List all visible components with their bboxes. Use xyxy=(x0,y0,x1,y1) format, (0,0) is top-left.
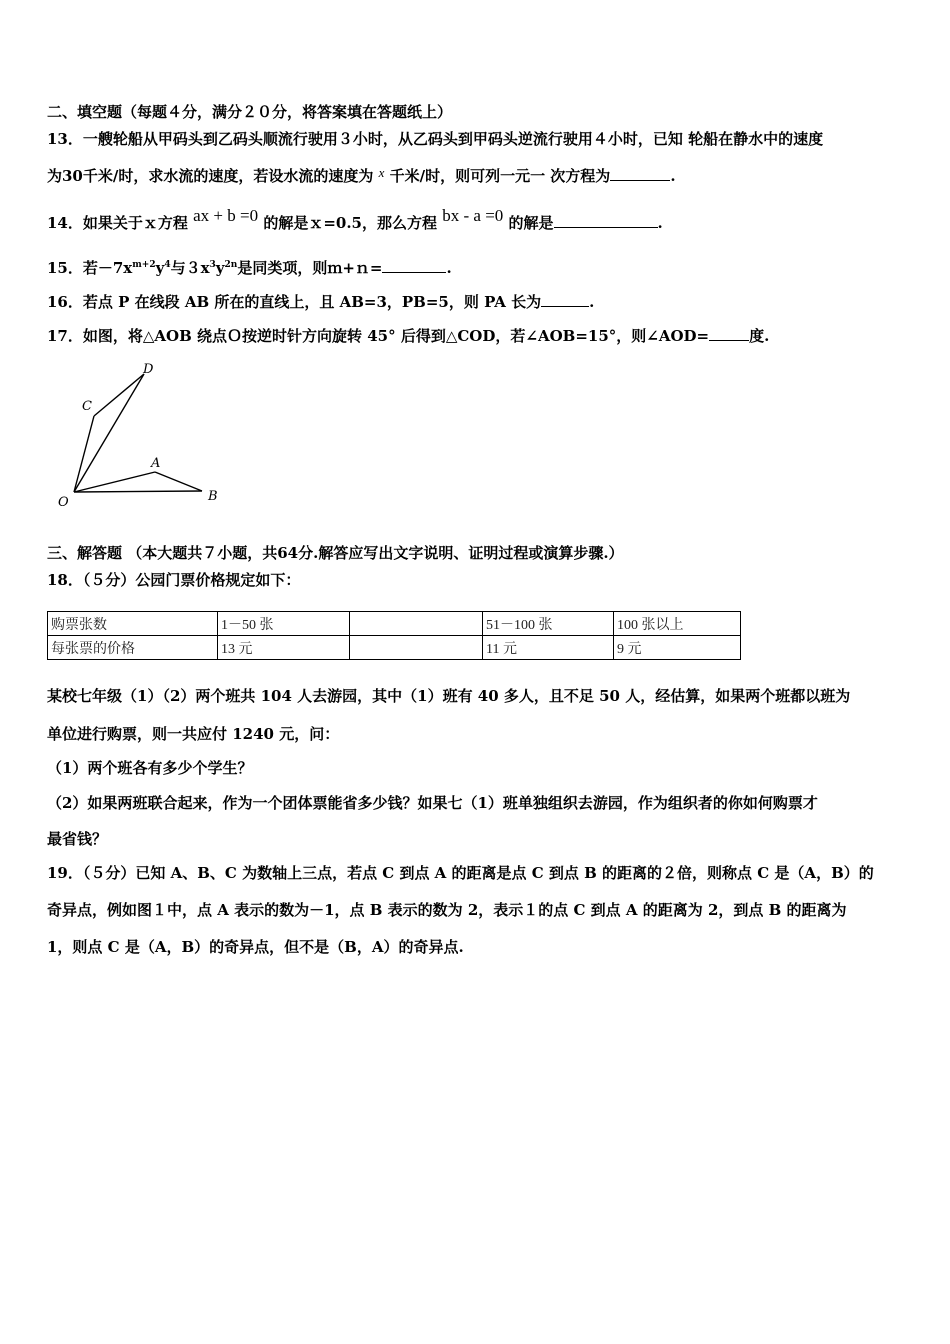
q15-text-c: 与３x xyxy=(170,259,210,277)
q15-answer-blank xyxy=(382,258,446,273)
q15-exp-2: 4 xyxy=(164,260,171,270)
section3-heading: 三、解答题 （本大题共７小题，共64分.解答应写出文字说明、证明过程或演算步骤.） xyxy=(47,544,624,562)
segment-ob xyxy=(74,491,202,492)
q13-line2 xyxy=(47,166,676,187)
q13-answer-blank xyxy=(610,166,670,181)
label-a: A xyxy=(151,456,161,471)
ticket-price-table xyxy=(47,611,741,660)
table-cell: 9 元 xyxy=(614,636,741,660)
q18-subquestion-2a: （2）如果两班联合起来，作为一个团体票能省多少钱？如果七（1）班单独组织去游园，作为组织者的你如何购票才 xyxy=(47,794,818,812)
q19-line-3: 1，则点 C 是（A，B）的奇异点，但不是（B，A）的奇异点. xyxy=(47,938,464,956)
table-cell xyxy=(350,636,483,660)
q18-subquestion-2b: 最省钱？ xyxy=(47,830,108,848)
table-row xyxy=(48,612,741,636)
table-cell: 1－50 张 xyxy=(218,612,350,636)
q14-equation-2: bx - a =0 xyxy=(442,206,504,225)
segment-oc xyxy=(74,416,94,492)
q14-text-c: 的解是 xyxy=(508,214,554,232)
q14-text-b: 的解是ｘ=0.5，那么方程 xyxy=(263,214,437,232)
label-o: O xyxy=(58,495,69,510)
table-cell: 11 元 xyxy=(483,636,614,660)
q16-line xyxy=(47,292,594,312)
q18-paragraph-1: 某校七年级（1）（2）两个班共 104 人去游园，其中（1）班有 40 多人，且不足 50 人，经估算，如果两个班都以班为 xyxy=(47,687,851,705)
label-c: C xyxy=(82,399,92,414)
q15-exp-3: 3 xyxy=(209,260,216,270)
q17-line xyxy=(47,326,769,346)
q15-exp-4: 2n xyxy=(224,260,238,270)
label-d: D xyxy=(143,362,154,377)
table-cell: 购票张数 xyxy=(48,612,218,636)
q14-text-a: 14．如果关于ｘ方程 xyxy=(47,214,188,232)
q13-text-a: 为30千米/时，求水流的速度，若设水流的速度为 xyxy=(47,167,374,185)
q15-text-b: y xyxy=(155,259,165,277)
table-cell xyxy=(350,612,483,636)
q18-intro: 18．（５分）公园门票价格规定如下： xyxy=(47,571,301,589)
table-cell: 13 元 xyxy=(218,636,350,660)
label-b: B xyxy=(208,489,218,504)
q15-text-d: y xyxy=(215,259,225,277)
q15-exp-1: m+2 xyxy=(132,260,156,270)
table-cell: 100 张以上 xyxy=(614,612,741,636)
q17-answer-blank xyxy=(709,326,749,341)
q13-text-b: 千米/时，则可列一元一 次方程为 xyxy=(389,167,611,185)
segment-od xyxy=(74,374,144,492)
q13-line1: 13．一艘轮船从甲码头到乙码头顺流行驶用３小时，从乙码头到甲码头逆流行驶用４小时，已知 轮船在静水中的速度 xyxy=(47,130,824,148)
q16-period: . xyxy=(589,293,595,311)
segment-cd xyxy=(94,374,144,416)
q17-end: 度. xyxy=(749,327,770,345)
q15-line xyxy=(47,258,452,278)
rotation-figure xyxy=(52,358,232,513)
q14-equation-1: ax + b =0 xyxy=(193,206,259,225)
q14-period: . xyxy=(657,214,663,232)
q13-period: . xyxy=(670,167,676,185)
section2-heading: 二、填空题（每题４分，满分２０分，将答案填在答题纸上） xyxy=(47,103,453,121)
q16-text: 16．若点 P 在线段 AB 所在的直线上，且 AB=3，PB=5，则 PA 长为 xyxy=(47,293,542,311)
q19-line-2: 奇异点，例如图１中，点 A 表示的数为－1，点 B 表示的数为 2，表示１的点 C 到点 A 的距离为 2，到点 B 的距离为 xyxy=(47,901,847,919)
table-cell: 每张票的价格 xyxy=(48,636,218,660)
table-cell: 51－100 张 xyxy=(483,612,614,636)
q14-answer-blank xyxy=(554,213,658,228)
q19-line-1: 19．（５分）已知 A、B、C 为数轴上三点，若点 C 到点 A 的距离是点 C 到点 B 的距离的２倍，则称点 C 是（A，B）的 xyxy=(47,864,874,882)
q13-variable: x xyxy=(378,165,385,180)
q15-text-a: 15．若－7x xyxy=(47,259,133,277)
table-row xyxy=(48,636,741,660)
q16-answer-blank xyxy=(541,292,589,307)
q14-line xyxy=(47,206,663,233)
q18-subquestion-1: （1）两个班各有多少个学生？ xyxy=(47,759,253,777)
segment-ab xyxy=(155,472,202,491)
q15-text-e: 是同类项，则ｍ+ｎ= xyxy=(237,259,383,277)
q15-period: . xyxy=(446,259,452,277)
q17-text: 17．如图，将△AOB 绕点Ｏ按逆时针方向旋转 45° 后得到△COD，若∠AOB=15°，则∠AOD= xyxy=(47,327,710,345)
segment-oa xyxy=(74,472,155,492)
q18-paragraph-2: 单位进行购票，则一共应付 1240 元，问： xyxy=(47,725,340,743)
